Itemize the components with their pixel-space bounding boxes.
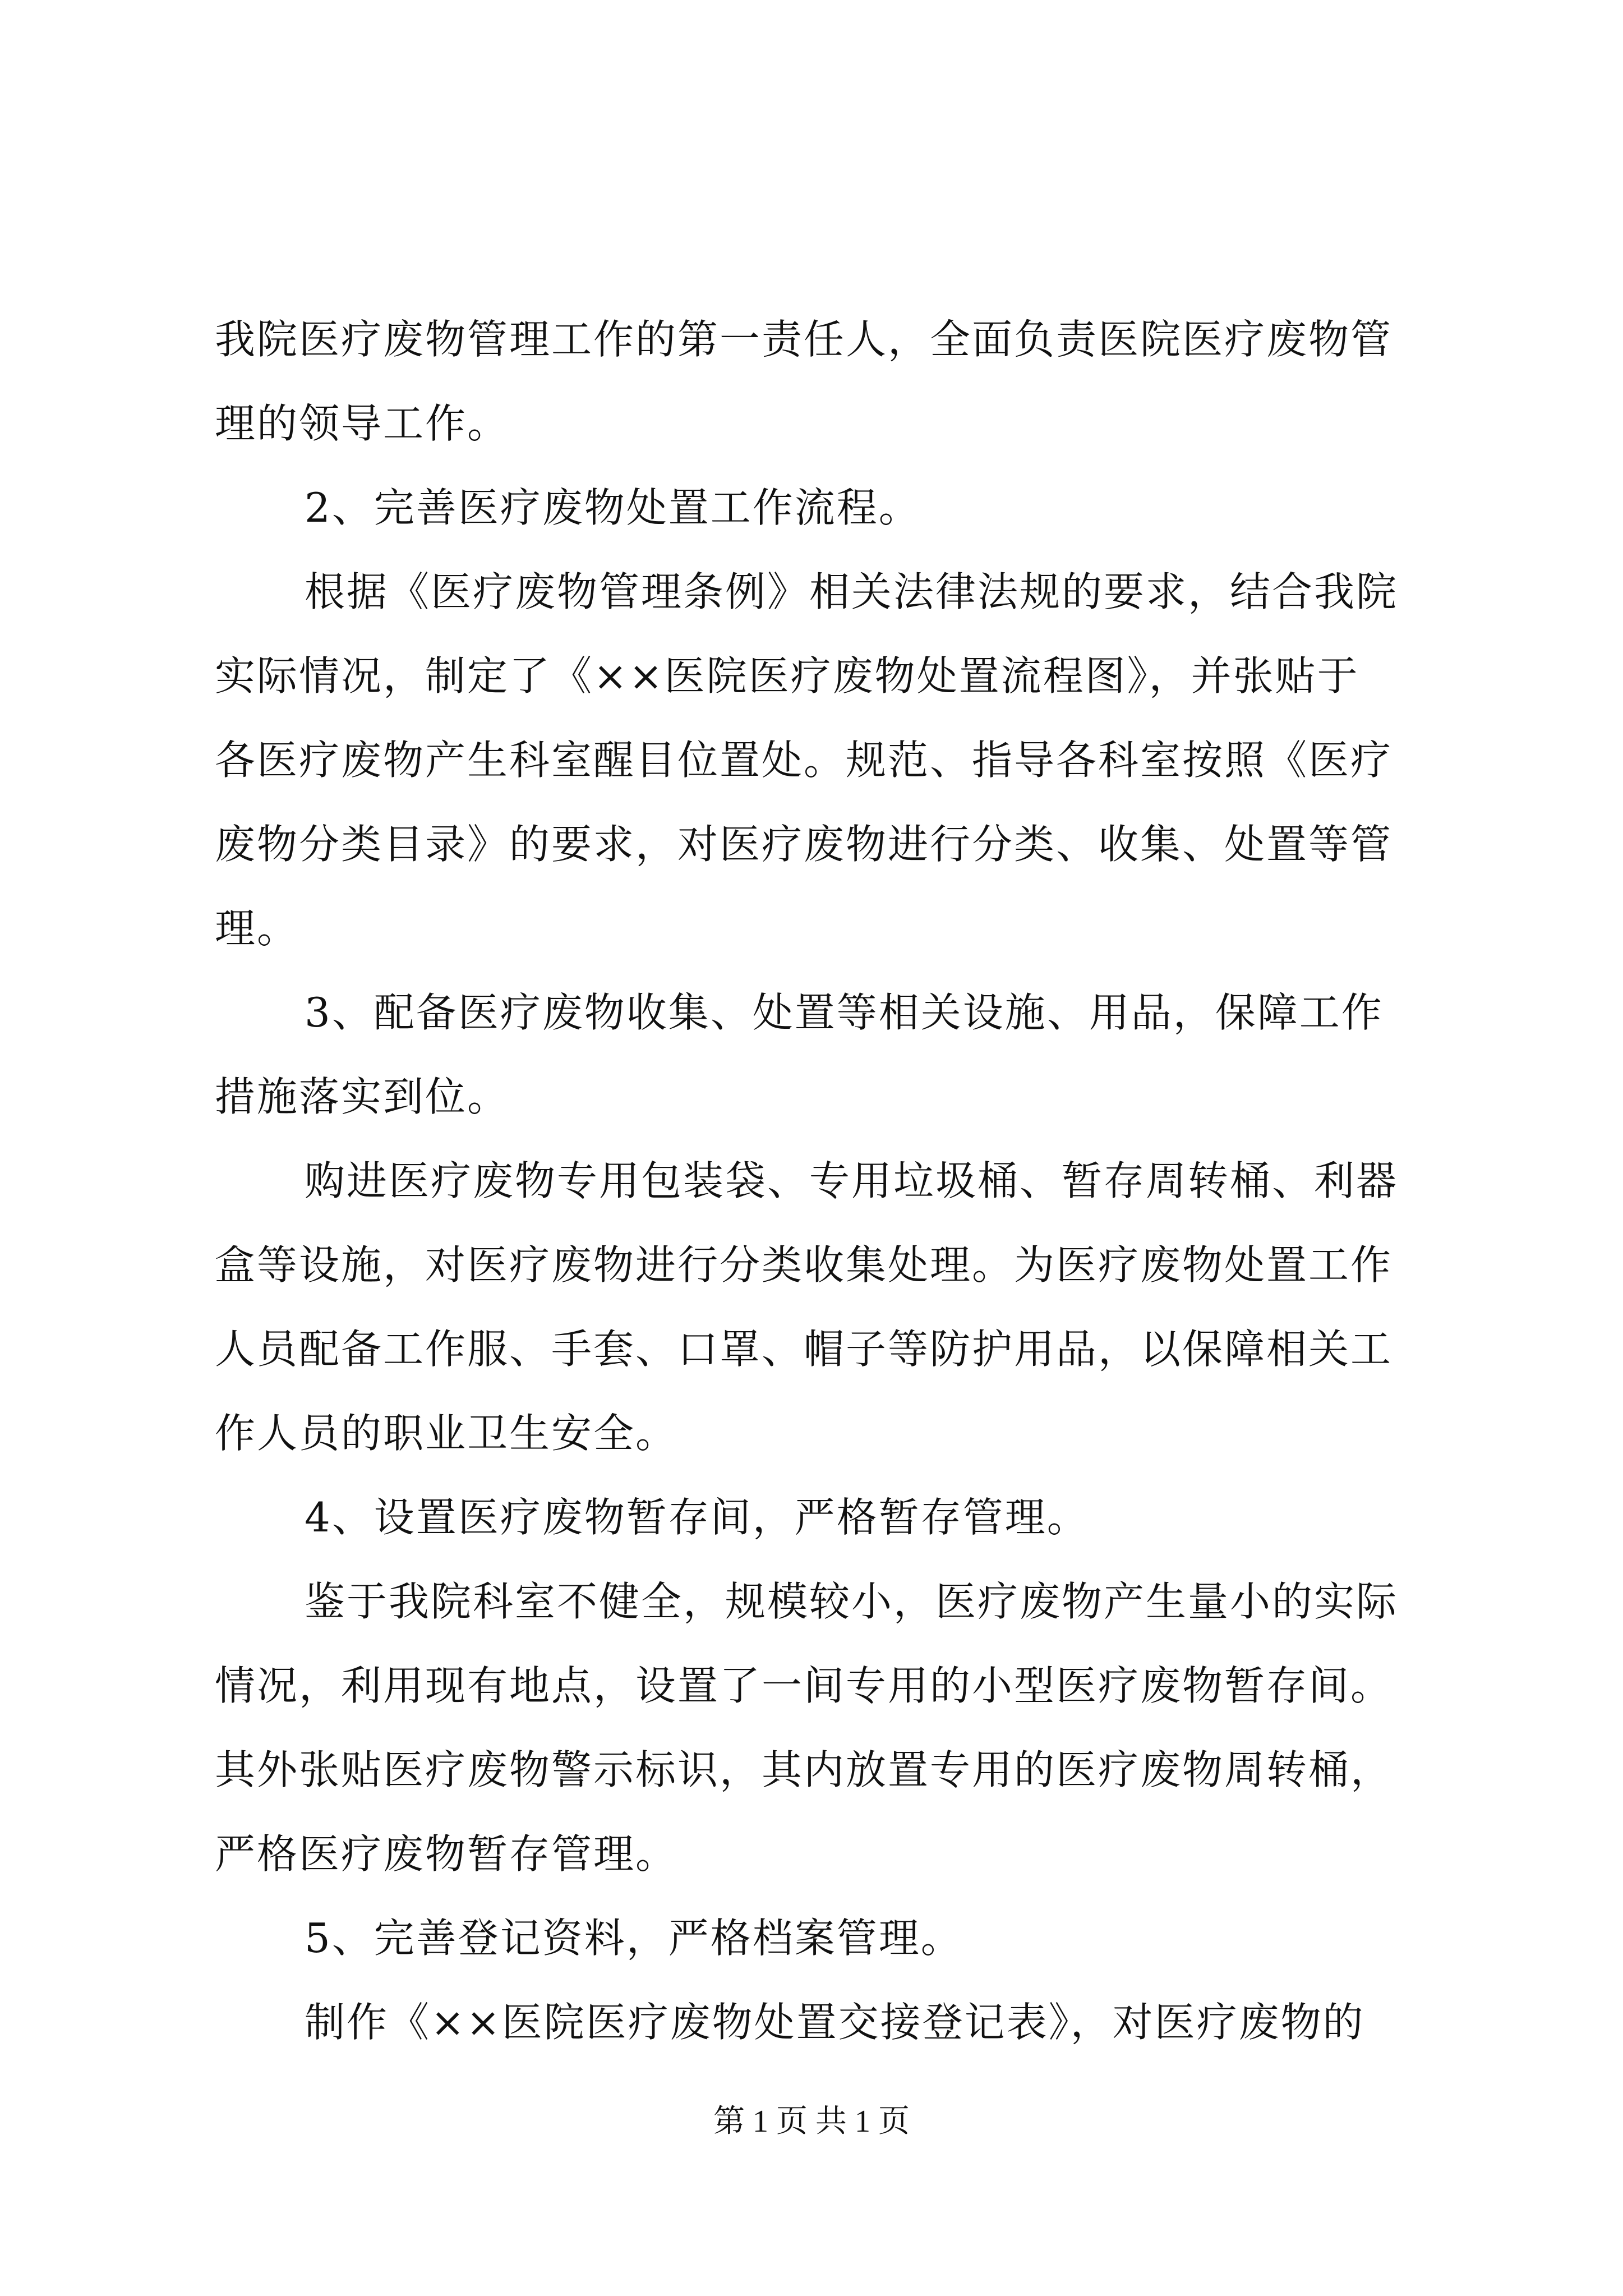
text-line: 实际情况，制定了《××医院医疗废物处置流程图》，并张贴于 bbox=[215, 652, 1359, 700]
text-line: 各医疗废物产生科室醒目位置处。规范、指导各科室按照《医疗 bbox=[215, 737, 1393, 784]
page-footer: 第 1 页 共 1 页 bbox=[713, 2104, 910, 2139]
text-line: 理。 bbox=[215, 905, 299, 952]
text-line: 盒等设施，对医疗废物进行分类收集处理。为医疗废物处置工作 bbox=[215, 1241, 1393, 1289]
text-line: 理的领导工作。 bbox=[215, 400, 510, 447]
text-line: 3、配备医疗废物收集、处置等相关设施、用品，保障工作 bbox=[305, 989, 1384, 1036]
text-line: 根据《医疗废物管理条例》相关法律法规的要求，结合我院 bbox=[305, 568, 1399, 615]
document-body bbox=[215, 297, 1426, 2064]
text-line: 措施落实到位。 bbox=[215, 1073, 510, 1120]
text-line: 人员配备工作服、手套、口罩、帽子等防护用品，以保障相关工 bbox=[215, 1326, 1393, 1373]
text-line: 废物分类目录》的要求，对医疗废物进行分类、收集、处置等管 bbox=[215, 821, 1393, 868]
text-line: 我院医疗废物管理工作的第一责任人，全面负责医院医疗废物管 bbox=[215, 316, 1393, 363]
text-line: 作人员的职业卫生安全。 bbox=[215, 1410, 678, 1457]
text-line: 情况，利用现有地点，设置了一间专用的小型医疗废物暂存间。 bbox=[215, 1662, 1393, 1709]
text-line: 其外张贴医疗废物警示标识，其内放置专用的医疗废物周转桶， bbox=[215, 1746, 1393, 1793]
text-line: 鉴于我院科室不健全，规模较小，医疗废物产生量小的实际 bbox=[305, 1578, 1399, 1625]
text-line: 4、设置医疗废物暂存间，严格暂存管理。 bbox=[305, 1494, 1089, 1541]
text-line: 制作《××医院医疗废物处置交接登记表》，对医疗废物的 bbox=[305, 1999, 1365, 2046]
text-line: 5、完善登记资料，严格档案管理。 bbox=[305, 1915, 963, 1962]
text-line: 严格医疗废物暂存管理。 bbox=[215, 1830, 678, 1878]
text-line: 2、完善医疗废物处置工作流程。 bbox=[305, 484, 921, 531]
text-line: 购进医疗废物专用包装袋、专用垃圾桶、暂存周转桶、利器 bbox=[305, 1157, 1399, 1204]
